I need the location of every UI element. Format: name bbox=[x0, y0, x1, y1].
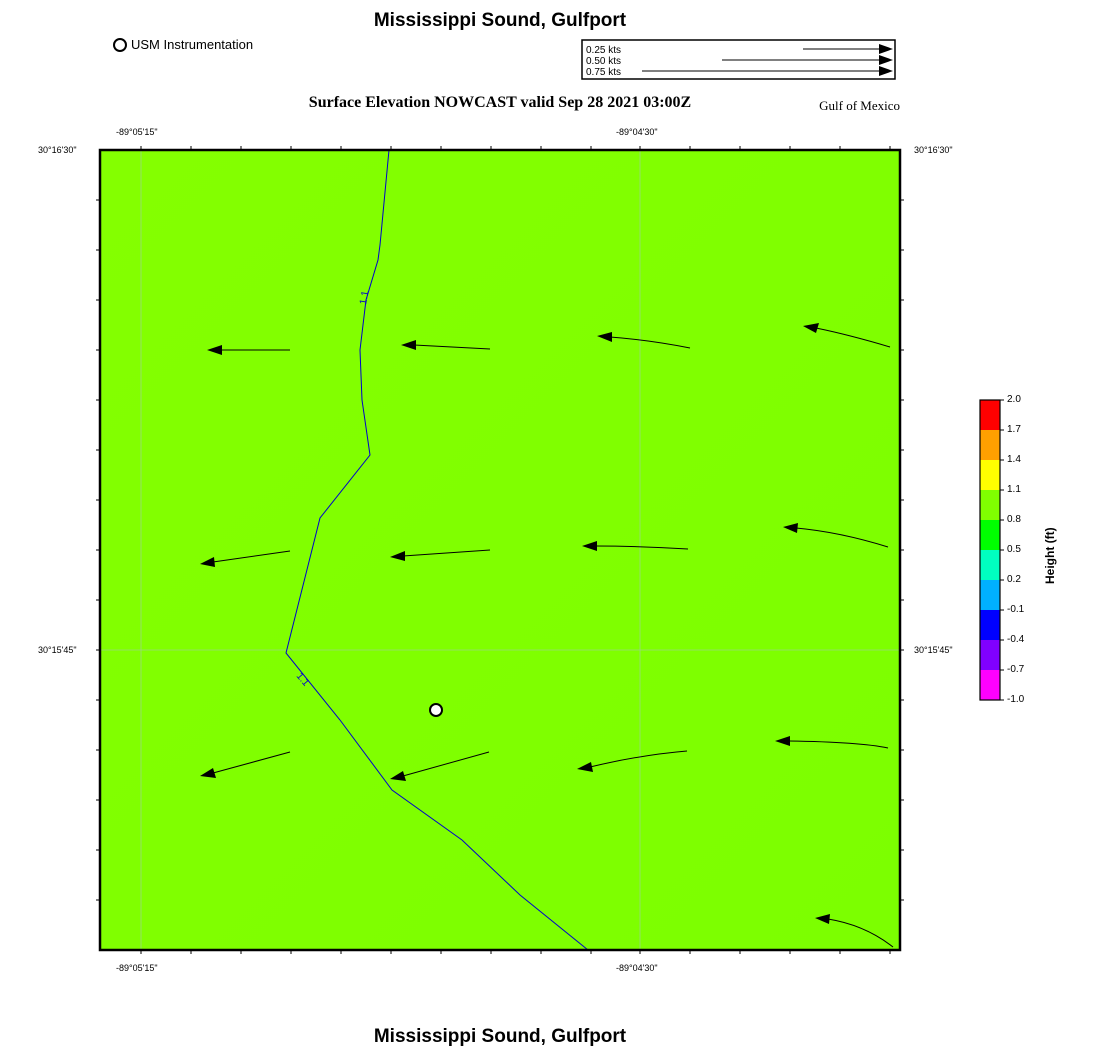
speed-label-025: 0.25 kts bbox=[586, 45, 622, 56]
colorbar-segment bbox=[980, 580, 1000, 611]
station-legend-label: USM Instrumentation bbox=[131, 37, 254, 52]
lon-label-bottom-left: -89°05'15" bbox=[116, 963, 158, 973]
region-label: Gulf of Mexico bbox=[819, 98, 900, 113]
colorbar-segment bbox=[980, 400, 1000, 431]
map-subtitle: Surface Elevation NOWCAST valid Sep 28 2021 03:00Z bbox=[308, 94, 692, 111]
footer-title: Mississippi Sound, Gulfport bbox=[373, 1026, 627, 1047]
contour-label: 1.1 bbox=[358, 289, 372, 306]
colorbar-tick-label: 0.5 bbox=[1007, 544, 1021, 555]
lat-label-left-mid: 30°15'45" bbox=[38, 645, 77, 655]
map-frame bbox=[96, 146, 904, 954]
colorbar-tick-label: 1.7 bbox=[1007, 424, 1021, 435]
colorbar-tick-label: -0.1 bbox=[1007, 604, 1025, 615]
speed-scale-legend bbox=[582, 40, 895, 79]
colorbar-tick-label: -1.0 bbox=[1007, 694, 1025, 705]
lon-label-top-right: -89°04'30" bbox=[616, 127, 658, 137]
lat-label-left-top: 30°16'30" bbox=[38, 145, 77, 155]
colorbar bbox=[980, 400, 1004, 701]
map-title: Mississippi Sound, Gulfport bbox=[373, 10, 627, 31]
colorbar-tick-label: -0.4 bbox=[1007, 634, 1025, 645]
colorbar-segment bbox=[980, 430, 1000, 461]
colorbar-tick-label: 1.1 bbox=[1007, 484, 1021, 495]
speed-label-050: 0.50 kts bbox=[586, 56, 622, 67]
colorbar-segment bbox=[980, 460, 1000, 491]
colorbar-segment bbox=[980, 610, 1000, 641]
circle-icon[interactable] bbox=[430, 704, 442, 716]
lon-label-bottom-right: -89°04'30" bbox=[616, 963, 658, 973]
colorbar-segment bbox=[980, 640, 1000, 671]
lon-label-top-left: -89°05'15" bbox=[116, 127, 158, 137]
elevation-field bbox=[100, 150, 900, 950]
colorbar-title: Height (ft) bbox=[1043, 527, 1057, 584]
colorbar-tick-label: 2.0 bbox=[1007, 394, 1021, 405]
colorbar-segment bbox=[980, 520, 1000, 551]
colorbar-tick-label: 1.4 bbox=[1007, 454, 1021, 465]
contour-label: 1.1 bbox=[293, 670, 312, 689]
lat-label-right-mid: 30°15'45" bbox=[914, 645, 953, 655]
colorbar-tick-label: -0.7 bbox=[1007, 664, 1025, 675]
colorbar-segment bbox=[980, 670, 1000, 701]
colorbar-segment bbox=[980, 550, 1000, 581]
lat-label-right-top: 30°16'30" bbox=[914, 145, 953, 155]
colorbar-tick-label: 0.2 bbox=[1007, 574, 1021, 585]
speed-label-075: 0.75 kts bbox=[586, 67, 622, 78]
colorbar-tick-label: 0.8 bbox=[1007, 514, 1021, 525]
colorbar-segment bbox=[980, 490, 1000, 521]
